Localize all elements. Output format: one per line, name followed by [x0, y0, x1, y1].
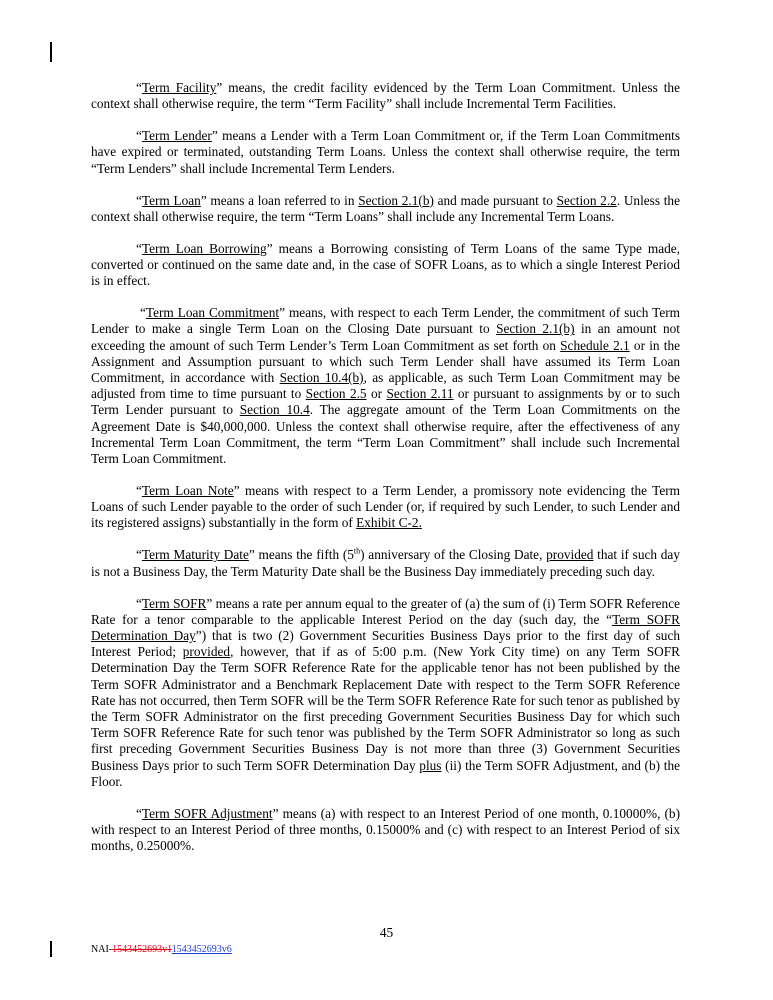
definition-term-facility: “Term Facility” means, the credit facility evidenced by the Term Loan Commitment. Unless the context shall otherwise require, the term “Term Facility” shall include Incremental Term Facilities.	[91, 80, 680, 112]
change-bar-bottom	[50, 941, 52, 957]
maturity-text-2: ) anniversary of the Closing Date,	[360, 547, 547, 563]
sofr-text-3: , however, that if as of 5:00 p.m. (New York City time) on any Term SOFR Determination Day the Term SOFR Reference Rate for the applicable tenor has not been published by the Term SOFR Administrator and a Benchmark Replacement Date with respect to the Term SOFR Reference Rate has not occurred, then Term SOFR will be the Term SOFR Reference Rate for such tenor as published by the Term SOFR Administrator on the first preceding Government Securities Business Day for which such Term SOFR Reference Rate for such tenor was published by the Term SOFR Administrator so long as such first preceding Government Securities Business Day is not more than three (3) Government Securities Business Days prior to such Term SOFR Determination Day	[91, 644, 681, 773]
term-loan-note-text-1: means with respect to a Term Lender, a promissory note evidencing the Term Loans of such Lender payable to the order of such Lender (or, if required by such Lender, to such Lender and its registered assigns) substantially in the form of	[91, 483, 681, 531]
doc-id-prefix: NAI-	[91, 944, 113, 955]
term-sofr-adjustment-term: Term SOFR Adjustment	[141, 805, 273, 821]
doc-id-inserted: 1543452693v6	[171, 944, 232, 955]
term-maturity-date-term: Term Maturity Date	[141, 547, 249, 563]
doc-id-deleted: 1543452693v1	[112, 944, 172, 955]
change-bar-top	[50, 42, 52, 62]
definitions-section	[91, 80, 680, 870]
term-loan-commitment-term: Term Loan Commitment	[145, 305, 280, 321]
term-facility-text: means, the credit facility evidenced by the Term Loan Commitment. Unless the context shall otherwise require, the term “Term Facility” shall include Incremental Term Facilities.	[91, 80, 680, 112]
commitment-text-4: , as applicable, as such Term Loan Commitment may be adjusted from time to time pursuant to	[91, 370, 680, 402]
commitment-text-5: or	[366, 386, 387, 402]
sofr-text-2: ”) that is two (2) Government Securities Business Days prior to the first day of such Interest Period;	[91, 628, 680, 660]
section-ref: Section 10.4(b)	[279, 370, 364, 386]
section-ref: Section 2.2	[556, 192, 617, 208]
definition-term-maturity-date: “Term Maturity Date” means the fifth (5th) anniversary of the Closing Date, provided that if such day is not a Business Day, the Term Maturity Date shall be the Business Day immediately preceding such day.	[91, 547, 680, 579]
sofr-text-4: (ii) the Term SOFR Adjustment, and (b) the Floor.	[91, 757, 681, 789]
term-loan-text-3: . Unless the context shall otherwise require, the term “Term Loans” shall include any Incremental Term Loans.	[91, 192, 680, 224]
term-facility-term: Term Facility	[141, 80, 217, 95]
maturity-text-3: that if such day is not a Business Day, the Term Maturity Date shall be the Business Day immediately preceding such day.	[91, 547, 680, 579]
commitment-text-1: means, with respect to each Term Lender, the commitment of such Term Lender to make a single Term Loan on the Closing Date pursuant to	[91, 305, 680, 337]
term-loan-borrowing-text: means a Borrowing consisting of Term Loans of the same Type made, converted or continued on the same date and, in the case of SOFR Loans, as to which a single Interest Period is in effect.	[91, 240, 681, 289]
sofr-text-1: means a rate per annum equal to the greater of (a) the sum of (i) Term SOFR Reference Rate for a tenor comparable to the applicable Interest Period on the day (such day, the “	[91, 595, 680, 627]
proviso-ref: provided	[546, 547, 594, 563]
commitment-text-6: or pursuant to assignments by or to such Term Lender pursuant to	[91, 386, 680, 418]
maturity-text-1: means the fifth (5	[254, 547, 354, 563]
definition-term-loan-commitment: “Term Loan Commitment” means, with respect to each Term Lender, the commitment of such Term Lender to make a single Term Loan on the Closing Date pursuant to Section 2.1(b) in an amount not exceeding the amount of such Term Lender’s Term Loan Commitment as set forth on Schedule 2.1 or in the Assignment and Assumption pursuant to which such Term Lender shall have assumed its Term Loan Commitment, in accordance with Section 10.4(b), as applicable, as such Term Loan Commitment may be adjusted from time to time pursuant to Section 2.5 or Section 2.11 or pursuant to assignments by or to such Term Lender pursuant to Section 10.4. The aggregate amount of the Term Loan Commitments on the Agreement Date is $40,000,000. Unless the context shall otherwise require, after the effectiveness of any Incremental Term Loan Commitment, the term “Term Loan Commitment” shall include such Incremental Term Loan Commitment.	[91, 305, 681, 467]
term-lender-text: means a Lender with a Term Loan Commitment or, if the Term Loan Commitments have expired or terminated, outstanding Term Loans. Unless the context shall otherwise require, the term “Term Lenders” shall include Incremental Term Lenders.	[91, 128, 681, 176]
page-number: 45	[379, 925, 394, 940]
ordinal-suffix: th	[353, 547, 361, 557]
proviso-ref: provided	[182, 644, 231, 660]
definition-term-sofr-adjustment: “Term SOFR Adjustment” means (a) with respect to an Interest Period of one month, 0.10000%, (b) with respect to an Interest Period of three months, 0.15000% and (c) with respect to an Interest Period of six months, 0.25000%.	[91, 805, 680, 854]
commitment-text-7: . The aggregate amount of the Term Loan Commitments on the Agreement Date is $40,000,000. Unless the context shall otherwise require, after the effectiveness of any Incremental Term Loan Commitment, the term “Term Loan Commitment” shall include such Incremental Term Loan Commitment.	[91, 402, 680, 467]
term-loan-borrowing-term: Term Loan Borrowing	[141, 240, 267, 256]
term-loan-text-2: and made pursuant to	[433, 192, 557, 208]
term-sofr-adjustment-text: means (a) with respect to an Interest Period of one month, 0.10000%, (b) with respect to an Interest Period of three months, 0.15000% and (c) with respect to an Interest Period of six months, 0.25000%.	[91, 805, 680, 854]
definition-term-loan: “Term Loan” means a loan referred to in Section 2.1(b) and made pursuant to Section 2.2. Unless the context shall otherwise require, the term “Term Loans” shall include any Incremental Term Loans.	[91, 192, 680, 224]
exhibit-ref: Exhibit C-2.	[356, 515, 422, 531]
term-sofr-term: Term SOFR	[141, 595, 207, 611]
section-ref: Section 2.1(b)	[358, 192, 434, 208]
term-loan-note-term: Term Loan Note	[141, 483, 234, 499]
commitment-text-2: in an amount not exceeding the amount of such Term Lender’s Term Loan Commitment as set forth on	[91, 321, 680, 353]
plus-ref: plus	[419, 757, 442, 773]
section-ref: Section 10.4	[239, 402, 310, 418]
defined-term-inline: Term SOFR Determination Day	[91, 611, 680, 644]
definition-term-loan-note: “Term Loan Note” means with respect to a Term Lender, a promissory note evidencing the Term Loans of such Lender payable to the order of such Lender (or, if required by such Lender, to such Lender and its registered assigns) substantially in the form of Exhibit C-2.	[91, 483, 681, 531]
term-lender-term: Term Lender	[141, 128, 212, 144]
definition-term-loan-borrowing: “Term Loan Borrowing” means a Borrowing consisting of Term Loans of the same Type made, converted or continued on the same date and, in the case of SOFR Loans, as to which a single Interest Period is in effect.	[91, 240, 681, 289]
section-ref: Section 2.5	[305, 386, 367, 402]
definition-term-sofr: “Term SOFR” means a rate per annum equal to the greater of (a) the sum of (i) Term SOFR Reference Rate for a tenor comparable to the applicable Interest Period on the day (such day, the “Term SOFR Determination Day”) that is two (2) Government Securities Business Days prior to the first day of such Interest Period; provided, however, that if as of 5:00 p.m. (New York City time) on any Term SOFR Determination Day the Term SOFR Reference Rate for the applicable tenor has not been published by the Term SOFR Administrator and a Benchmark Replacement Date with respect to the Term SOFR Reference Rate has not occurred, then Term SOFR will be the Term SOFR Reference Rate for such tenor as published by the Term SOFR Administrator on the first preceding Government Securities Business Day for which such Term SOFR Reference Rate for such tenor was published by the Term SOFR Administrator so long as such first preceding Government Securities Business Day is not more than three (3) Government Securities Business Days prior to such Term SOFR Determination Day plus (ii) the Term SOFR Adjustment, and (b) the Floor.	[91, 595, 681, 789]
section-ref: Section 2.11	[386, 386, 454, 402]
schedule-ref: Schedule 2.1	[560, 337, 630, 353]
definition-term-lender: “Term Lender” means a Lender with a Term Loan Commitment or, if the Term Loan Commitments have expired or terminated, outstanding Term Loans. Unless the context shall otherwise require, the term “Term Lenders” shall include Incremental Term Lenders.	[91, 128, 681, 176]
document-id	[91, 944, 232, 955]
commitment-text-3: or in the Assignment and Assumption pursuant to which such Term Lender shall have assumed its Term Loan Commitment, in accordance with	[91, 337, 681, 386]
term-loan-text-1: means a loan referred to in	[206, 192, 359, 208]
term-loan-term: Term Loan	[141, 192, 201, 208]
section-ref: Section 2.1(b)	[496, 321, 575, 337]
